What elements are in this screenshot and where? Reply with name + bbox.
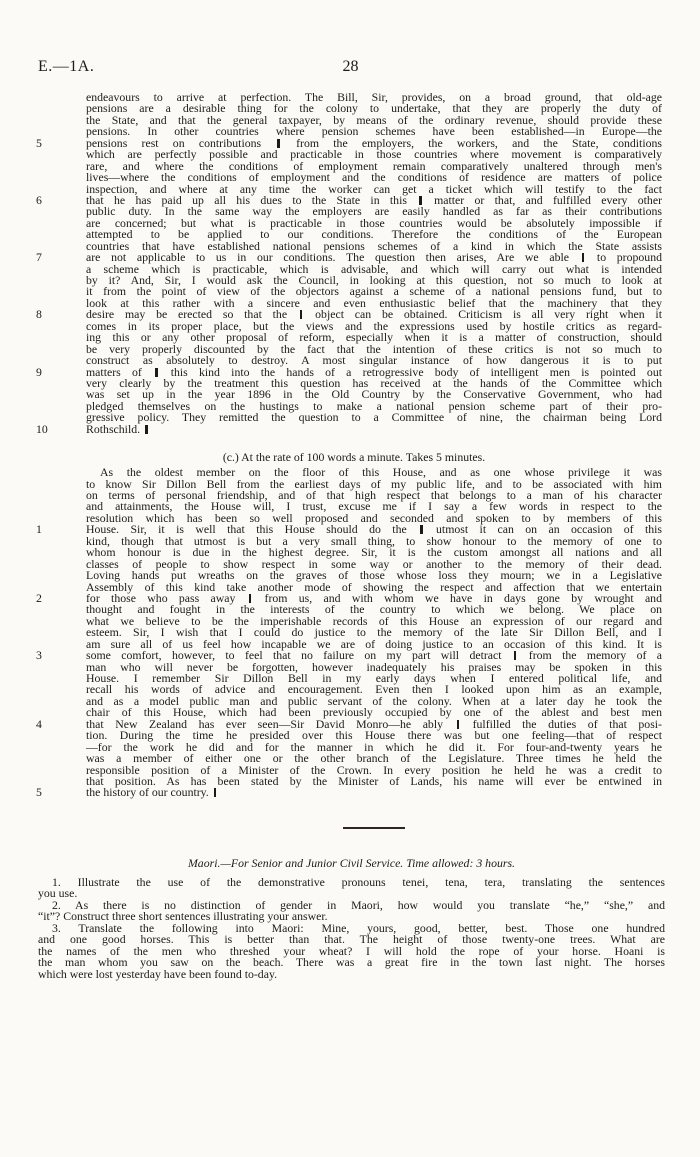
line-text: comes in its proper place, but the views and the expressions used by hostile critics as regard- [86,318,662,333]
line-text: 2. As there is no distinction of gender in Maori, how would you translate “he,” “she,” and [52,897,665,912]
text-line [38,877,665,888]
line-text: chair of this House, which had been previously occupied by one of the ablest and best men [86,705,662,720]
passage-c [36,465,663,800]
question-item [38,877,665,900]
line-text: the history of our country. [86,785,218,799]
line-text: resolution which has been so well proposed and seconded and spoken to by members of this [86,510,662,525]
line-text: ing this or any other proposal of reform, especially when it is a matter of construction, should [86,330,662,345]
line-text: lives—where the conditions of employment and the conditions of residence are matters of police [86,170,662,185]
line-text: tion. During the time he presided over this House there was but one feeling—that of respect [86,728,662,743]
maori-section [38,853,665,980]
line-marker-number: 2 [36,590,42,605]
line-text: it from the point of view of the objectors against a scheme of a national pensions fund, but to [86,284,662,299]
line-text: pledged themselves on the hustings to make a national pension scheme part of their pro- [86,398,662,413]
line-text: Rothschild. [86,422,150,436]
line-text: man who will never be forgotten, however inadequately his praises may be spoken in this [86,659,662,674]
question-item [38,920,665,981]
line-marker-number: 9 [36,364,42,379]
line-text: and one good horses. This is better than that. The height of those twenty-one trees. What are [38,932,665,947]
line-text: very clearly by the treatment this question has received at the hands of the Committee which [86,375,662,390]
page-header [38,58,663,78]
line-marker-number: 6 [36,192,42,207]
line-text: that position. As has been stated by the Minister of Lands, his name will ever be entwined in [86,773,662,788]
line-text: the State, and that the general taxpayer, by means of the ordinary revenue, should provide these [86,112,662,127]
document-code: E.—1A. [38,58,95,75]
line-text: to know Sir Dillon Bell from the earliest days of my public life, and to be associated with him [86,476,662,491]
line-text: you use. [38,886,78,901]
line-marker-number: 7 [36,250,42,265]
line-marker-number: 8 [36,307,42,322]
line-marker-number: 4 [36,716,42,731]
line-text: “it”? Construct three short sentences illustrating your answer. [38,909,328,924]
line-text: a scheme which is practicable, which is advisable, and which will carry out what is intended [86,261,662,276]
text-line [86,412,662,423]
line-text: —for the work he did and for the manner in which he did it. For four-and-twenty years he [86,739,662,754]
line-text: desire may be erected so that the object can be obtained. Criticism is all very right when it [86,307,662,322]
line-text: am sure all of us feel how incapable we are of doing justice to an occasion of this kind. It is [86,636,662,651]
line-text: which were lost yesterday have been found to-day. [38,966,278,981]
line-text: what we believe to be the imperishable records of this House an expression of our regard and [86,613,662,628]
line-text: which are perfectly possible and practicable in those countries where movement is comparatively [86,147,662,162]
page-body [36,90,663,853]
line-text: responsible position of a Minister of the Crown. In every position he held he was a credit to [86,762,662,777]
page-number: 28 [342,58,359,75]
line-text: public duty. In the same way the employers are easily handled as far as their contributions [86,204,662,219]
line-text: that New Zealand has ever seen—Sir David Monro—he ably fulfilled the duties of that posi- [86,716,662,731]
line-text: was set up in the year 1896 in the Old Country by the Conservative Government, who had [86,387,662,402]
line-text: endeavours to arrive at perfection. The Bill, Sir, provides, on a broad ground, that old-age [86,90,662,104]
line-text: construct as absolutely to destroy. A most singular instance of how dangerous it is to put [86,353,662,368]
line-text: classes of people to show respect in some way or another to the memory of their dead. [86,556,662,571]
line-marker-number: 5 [36,785,42,800]
line-text: by it? And, Sir, I would ask the Council, in looking at this question, not so much to look at [86,273,662,287]
line-text: attempted to be applied to our conditions. Therefore the conditions of the European [86,227,662,242]
line-text: Assembly of this kind take another mode of showing the respect and affection that we entertain [86,579,662,594]
line-text: House. Sir, it is well that this House should do the utmost it can on an occasion of this [86,522,662,537]
line-text: kind, though that utmost is but a very small thing, to show honour to the memory of one to [86,533,662,548]
line-text: are concerned; but what is practicable in those countries would be absolutely impossible if [86,215,662,230]
line-text: gressive policy. They remitted the question to a Committee of nine, the chairman being Lord [86,410,662,425]
line-text: be very properly discounted by the fact that the intention of these critics is not so much to [86,341,662,356]
line-text: the names of the men who threshed your wheat? I will hold the rope of your horse. Hoani is [38,943,665,958]
timing-marker [145,425,148,434]
line-text: countries that have established national pensions schemes of a kind in which the State assists [86,238,662,253]
line-text: look at this rather with a sincere and even enthusiastic belief that the machinery that they [86,295,662,310]
line-text: esteem. Sir, I wish that I could do justice to the memory of the late Sir Dillon Bell, and I [86,625,662,640]
line-text: House. I remember Sir Dillon Bell in my early days when I entered political life, and [86,671,662,685]
text-line [36,421,662,436]
line-text: inspection, and where at any time the worker can get a ticket which will testify to the fact [86,181,662,196]
line-marker-number: 1 [36,522,42,537]
passage-b [36,90,663,436]
line-text: thought and fought in the interests of the country to which we belong. We place on [86,602,662,617]
timing-marker [214,788,217,797]
text-line [38,966,665,981]
line-text: matters of this kind into the hands of a retrogressive body of intelligent men is pointed out [86,364,663,379]
line-text: some comfort, however, to feel that no failure on my part will detract from the memory of a [86,648,663,663]
line-text: whom honour is due in the highest degree. Sir, it is the custom amongst all nations and all [86,545,662,560]
line-text: that he has paid up all his dues to the State in this matter or that, and fulfilled every other [86,192,662,207]
section-c-heading: (c.) At the rate of 100 words a minute. Takes 5 minutes. [222,450,486,465]
line-text: 3. Translate the following into Maori: Mine, yours, good, better, best. Those one hundred [52,920,665,935]
line-text: As the oldest member on the floor of this House, and as one whose privilege it was [100,465,662,480]
line-text: pensions are a desirable thing for the colony to undertake, that they are properly the duty of [86,101,662,116]
question-list [38,877,665,980]
line-text: for those who pass away from us, and with whom we have in days gone by wrought and [86,590,662,605]
line-marker-number: 5 [36,135,42,150]
line-text: 1. Illustrate the use of the demonstrative pronouns tenei, tena, tera, translating the sentences [52,875,665,889]
maori-section-title: Maori.—For Senior and Junior Civil Service. Time allowed: 3 hours. [187,856,515,870]
line-text: the man whom you saw on the beach. There was a great fire in the town last night. The horses [38,955,665,970]
line-text: are not applicable to us in our conditions. The question then arises, Are we able to propound [86,250,663,265]
line-text: on terms of personal friendship, and of that high respect that belongs to a man of his character [86,488,662,502]
line-text: pensions. In other countries where pension schemes have been established—in Europe—the [86,124,662,139]
section-divider [343,827,405,829]
question-item [38,897,665,924]
line-text: and attainments, the House will, I trust, excuse me if I say a few words in respect to the [86,499,662,514]
line-text: recall his words of advice and encouragement. Even then I looked upon him as an example, [86,682,662,697]
line-marker-number: 3 [36,648,42,663]
line-text: Loving hands put wreaths on the graves of those whose loss they mourn; we in a Legislative [86,568,662,583]
line-marker-number: 10 [36,421,48,436]
text-line [36,785,662,800]
line-text: pensions rest on contributions from the employers, the workers, and the State, conditions [86,135,662,150]
line-text: rare, and where the conditions of employment remain comparatively unaltered through men's [86,158,662,173]
line-text: and as a model public man and public servant of the colony. When at a later day he took the [86,693,662,708]
line-text: was a member of either one or the other branch of the Legislature. Three times he held the [86,751,662,766]
